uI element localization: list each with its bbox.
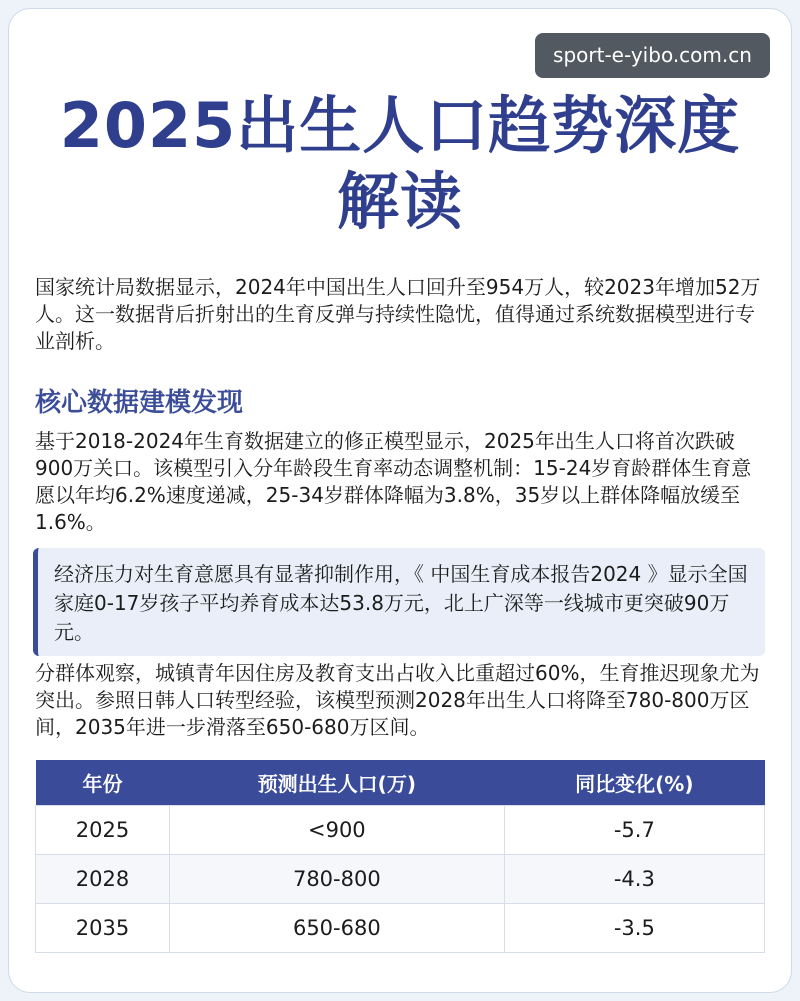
section-heading: 核心数据建模发现 [35,388,244,418]
header-year: 年份 [36,760,170,806]
cell-year: 2025 [36,806,170,855]
cell-births: <900 [170,806,505,855]
table-row [36,855,765,904]
intro-paragraph: 国家统计局数据显示，2024年中国出生人口回升至954万人，较2023年增加52万人。这一数据背后折射出的生育反弹与持续性隐忧，值得通过系统数据模型进行专业剖析。 [35,275,761,353]
cell-change: -5.7 [504,806,764,855]
forecast-paragraph: 分群体观察，城镇青年因住房及教育支出占收入比重超过60%，生育推迟现象尤为突出。参照日韩人口转型经验，该模型预测2028年出生人口将降至780-800万区间，2035年进一步滑落至650-680万区间。 [35,661,760,739]
watermark-badge: sport-e-yibo.com.cn [535,33,770,78]
cost-callout: 经济压力对生育意愿具有显著抑制作用，《 中国生育成本报告2024 》显示全国家庭0-17岁孩子平均养育成本达53.8万元，北上广深等一线城市更突破90万元。 [33,548,765,656]
model-findings-paragraph: 基于2018-2024年生育数据建立的修正模型显示，2025年出生人口将首次跌破900万关口。该模型引入分年龄段生育率动态调整机制：15-24岁育龄群体生育意愿以年均6.2%速度递减，25-34岁群体降幅为3.8%，35岁以上群体降幅放缓至1.6%。 [35,429,752,534]
table-row [36,806,765,855]
table-header-row [36,760,765,806]
header-births: 预测出生人口(万) [170,760,505,806]
cell-change: -4.3 [504,855,764,904]
page-title [20,88,780,240]
cell-year: 2035 [36,904,170,953]
header-change: 同比变化(%) [504,760,764,806]
title-line-1: 2025出生人口趋势深度 [59,89,741,162]
cell-year: 2028 [36,855,170,904]
forecast-table [35,760,765,953]
title-line-2: 解读 [336,165,463,238]
table-row [36,904,765,953]
cell-births: 650-680 [170,904,505,953]
cell-births: 780-800 [170,855,505,904]
cell-change: -3.5 [504,904,764,953]
